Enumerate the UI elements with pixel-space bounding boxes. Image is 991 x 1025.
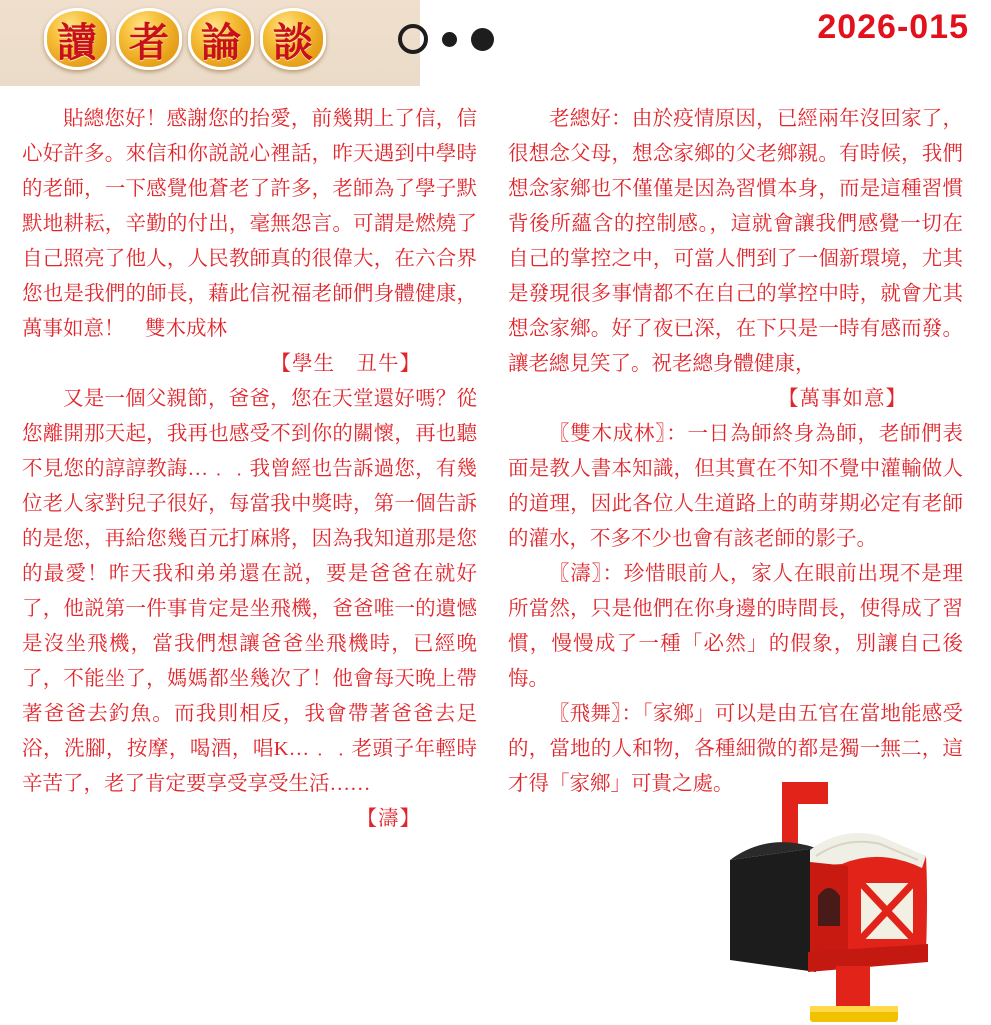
- right-paragraph-1: 老總好：由於疫情原因，已經兩年沒回家了，很想念父母，想念家鄉的父老鄉親。有時候，我們想念家鄉也不僅僅是因為習慣本身，而是這種習慣背後所蘊含的控制感。，這就會讓我們感覺一切在自己的掌控之中，可當人們到了一個新環境，尤其是發現很多事情都不在自己的掌控中時，就會尤其想念家鄉。好了夜已深，在下只是一時有感而發。讓老總見笑了。祝老總身體健康，: [508, 108, 963, 375]
- masthead-char-2: 者: [116, 8, 182, 70]
- right-paragraph-4: 〖飛舞〗：「家鄉」可以是由五官在當地能感受的，當地的人和物，各種細微的都是獨一無二，這才得「家鄉」可貴之處。: [508, 703, 963, 795]
- column-divider: [492, 96, 493, 926]
- page-header: [0, 0, 991, 86]
- header-dots-group: [398, 24, 494, 54]
- right-paragraph-2: 〖雙木成林〗：一日為師終身為師，老師們表面是教人書本知識，但其實在不知不覺中灌輸做人的道理，因此各位人生道路上的萌芽期必定有老師的灌水，不多不少也會有該老師的影子。: [508, 423, 963, 550]
- circle-large-icon: [471, 28, 494, 51]
- masthead-title: [44, 8, 326, 70]
- issue-number: 2026-015: [817, 8, 969, 46]
- left-paragraph-1: 貼總您好！感謝您的抬愛，前幾期上了信，信心好許多。來信和你説説心裡話，昨天遇到中學時的老師，一下感覺他蒼老了許多，老師為了學子默默地耕耘，辛勤的付出，毫無怨言。可謂是燃燒了自己照亮了他人，人民教師真的很偉大，在六合界您也是我們的師長，藉此信祝福老師們身體健康，萬事如意！ 雙木成林: [22, 108, 477, 340]
- masthead-char-4: 談: [260, 8, 326, 70]
- left-column: [22, 102, 477, 837]
- left-paragraph-2: 又是一個父親節，爸爸，您在天堂還好嗎？從您離開那天起，我再也感受不到你的關懷，再也聽不見您的諄諄教誨…﹒﹒我曾經也告訴過您，有幾位老人家對兒子很好，每當我中獎時，第一個告訴的是您，再給您幾百元打麻將，因為我知道那是您的最愛！昨天我和弟弟還在説，要是爸爸在就好了，他説第一件事肯定是坐飛機，爸爸唯一的遺憾是沒坐飛機，當我們想讓爸爸坐飛機時，已經晚了，不能坐了，媽媽都坐幾次了！他會每天晚上帶著爸爸去釣魚。而我則相反，我會帶著爸爸去足浴，洗腳，按摩，喝酒，唱K…﹒﹒老頭子年輕時辛苦了，老了肯定要享受享受生活……: [22, 388, 477, 795]
- left-signature-1: 【學生 丑牛】: [270, 353, 421, 375]
- masthead-char-3: 論: [188, 8, 254, 70]
- red-mailbox-icon: [690, 776, 940, 1025]
- masthead-char-1: 讀: [44, 8, 110, 70]
- right-signature-1: 【萬事如意】: [778, 388, 907, 410]
- left-signature-2: 【濤】: [356, 808, 421, 830]
- right-paragraph-3: 〖濤〗：珍惜眼前人，家人在眼前出現不是理所當然，只是他們在你身邊的時間長，使得成了習慣，慢慢成了一種「必然」的假象，別讓自己後悔。: [508, 563, 963, 690]
- circle-small-icon: [442, 32, 457, 47]
- page-body: [0, 86, 991, 939]
- circle-outline-icon: [398, 24, 428, 54]
- right-column: [508, 102, 963, 802]
